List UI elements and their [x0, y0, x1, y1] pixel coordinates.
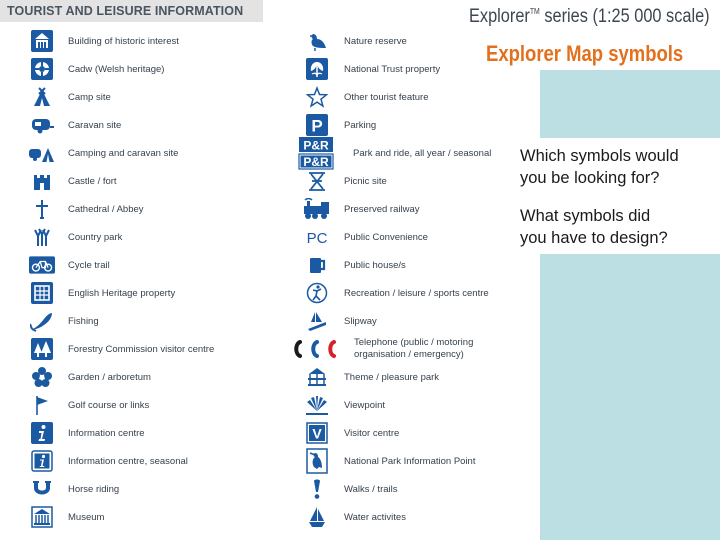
telephone-label-line-2: organisation / emergency): [354, 349, 464, 360]
legend-item: [304, 30, 407, 52]
legend-item: [298, 136, 491, 170]
legend-item: [29, 338, 214, 360]
legend-label: Museum: [68, 511, 105, 523]
telephone-label-line-1: Telephone (public / motoring: [354, 337, 474, 348]
legend-label: Garden / arboretum: [68, 371, 151, 383]
legend-item: [304, 198, 420, 220]
camping-caravan-icon: [29, 142, 55, 164]
carousel-icon: [304, 366, 330, 388]
legend-item: [29, 58, 164, 80]
legend-label: [354, 337, 473, 361]
legend-item: [29, 422, 145, 444]
legend-label: Public house/s: [344, 259, 406, 271]
legend-item: [304, 254, 406, 276]
legend-item: [29, 366, 151, 388]
legend-item: [29, 282, 175, 304]
legend-item: [29, 142, 178, 164]
horseshoe-icon: [29, 478, 55, 500]
parking-text: P: [311, 116, 323, 136]
legend-label: Castle / fort: [68, 175, 117, 187]
parking-icon: [304, 114, 330, 136]
legend-label: Public Convenience: [344, 231, 428, 243]
mug-icon: [304, 254, 330, 276]
legend-label: Country park: [68, 231, 123, 243]
legend-label: Recreation / leisure / sports centre: [344, 287, 489, 299]
park-ride-icon: [298, 136, 334, 170]
legend-item: [29, 114, 121, 136]
historic-building-icon: [29, 30, 55, 52]
info-seasonal-icon: [29, 450, 55, 472]
legend-item: [29, 198, 144, 220]
legend-label: National Trust property: [344, 63, 441, 75]
museum-icon: [29, 506, 55, 528]
bird-icon: [304, 30, 330, 52]
park-ride-text-1: P&R: [303, 138, 329, 153]
legend-item: [304, 282, 489, 304]
legend-item: [304, 58, 440, 80]
legend-item: [29, 86, 111, 108]
trademark: TM: [529, 7, 540, 16]
legend-label: Golf course or links: [68, 399, 150, 411]
legend-item: [304, 86, 428, 108]
legend-label: Horse riding: [68, 483, 120, 495]
english-heritage-icon: [29, 282, 55, 304]
legend-item: [304, 448, 475, 474]
info-icon: [29, 422, 55, 444]
question-1: [520, 145, 679, 189]
fish-icon: [29, 310, 55, 332]
legend-item: [304, 226, 428, 248]
castle-icon: [29, 170, 55, 192]
series-title: [469, 6, 710, 28]
flower-icon: [29, 366, 55, 388]
legend-item: [29, 506, 104, 528]
legend-item: [304, 366, 439, 388]
legend-label: Cadw (Welsh heritage): [68, 63, 165, 75]
recreation-icon: [304, 282, 330, 304]
legend-item: [304, 478, 397, 500]
legend-item: [29, 310, 99, 332]
bicycle-icon: [29, 254, 55, 276]
golf-flag-icon: [29, 394, 55, 416]
legend-item: [29, 254, 110, 276]
telephone-icon: [292, 338, 344, 360]
walks-icon: [304, 478, 330, 500]
trees-icon: [29, 226, 55, 248]
question-1-line-1: Which symbols would: [520, 147, 679, 165]
legend-item: [304, 506, 406, 528]
visitor-centre-icon: [304, 422, 330, 444]
legend-label: Walks / trails: [344, 483, 398, 495]
legend-label: Preserved railway: [344, 203, 420, 215]
section-header: TOURIST AND LEISURE INFORMATION: [0, 0, 263, 22]
legend-label: Slipway: [344, 315, 377, 327]
question-2-line-1: What symbols did: [520, 207, 651, 225]
national-trust-icon: [304, 58, 330, 80]
cadw-icon: [29, 58, 55, 80]
question-1-line-2: you be looking for?: [520, 169, 660, 187]
legend-label: Water activites: [344, 511, 406, 523]
tent-icon: [29, 86, 55, 108]
legend-label: Visitor centre: [344, 427, 400, 439]
sailboat-icon: [304, 506, 330, 528]
park-ride-text-2: P&R: [303, 155, 329, 169]
cross-icon: [29, 198, 55, 220]
legend-label: Theme / pleasure park: [344, 371, 440, 383]
viewpoint-icon: [304, 394, 330, 416]
toilet-text: PC: [306, 230, 328, 247]
toilet-icon: [304, 226, 330, 248]
legend-item: [292, 336, 473, 362]
legend-label: Forestry Commission visitor centre: [68, 343, 215, 355]
legend-item: [304, 394, 385, 416]
legend-label: Parking: [344, 119, 377, 131]
series-scale: series (1:25 000 scale): [539, 6, 710, 27]
legend-label: Picnic site: [344, 175, 387, 187]
visitor-centre-text: V: [312, 425, 322, 442]
legend-item: [304, 114, 376, 136]
legend-label: English Heritage property: [68, 287, 176, 299]
picnic-icon: [304, 170, 330, 192]
legend-label: Other tourist feature: [344, 91, 429, 103]
legend-label: Camping and caravan site: [68, 147, 179, 159]
legend-label: Cycle trail: [68, 259, 110, 271]
legend-label: Nature reserve: [344, 35, 407, 47]
legend-label: Caravan site: [68, 119, 122, 131]
legend-item: [304, 170, 387, 192]
legend-label: Fishing: [68, 315, 99, 327]
series-name: Explorer: [469, 6, 530, 27]
question-2-line-2: you have to design?: [520, 229, 668, 247]
symbols-title: Explorer Map symbols: [486, 41, 684, 66]
legend-item: [29, 450, 188, 472]
national-park-icon: [304, 448, 330, 474]
legend-label: Building of historic interest: [68, 35, 179, 47]
legend-label: Information centre, seasonal: [68, 455, 188, 467]
legend-label: Camp site: [68, 91, 111, 103]
legend-label: Information centre: [68, 427, 145, 439]
legend-item: [29, 170, 117, 192]
legend-label: Cathedral / Abbey: [68, 203, 144, 215]
slipway-icon: [304, 310, 330, 332]
forestry-icon: [29, 338, 55, 360]
legend-item: [304, 422, 399, 444]
legend-item: [29, 478, 119, 500]
legend-item: [29, 394, 149, 416]
caravan-icon: [29, 114, 55, 136]
legend-item: [29, 226, 122, 248]
legend-label: National Park Information Point: [344, 455, 476, 467]
star-icon: [304, 86, 330, 108]
legend-label: Park and ride, all year / seasonal: [353, 147, 492, 159]
legend-item: [29, 30, 179, 52]
legend-label: Viewpoint: [344, 399, 386, 411]
question-2: [520, 205, 668, 249]
legend-item: [304, 310, 377, 332]
train-icon: [304, 198, 330, 220]
